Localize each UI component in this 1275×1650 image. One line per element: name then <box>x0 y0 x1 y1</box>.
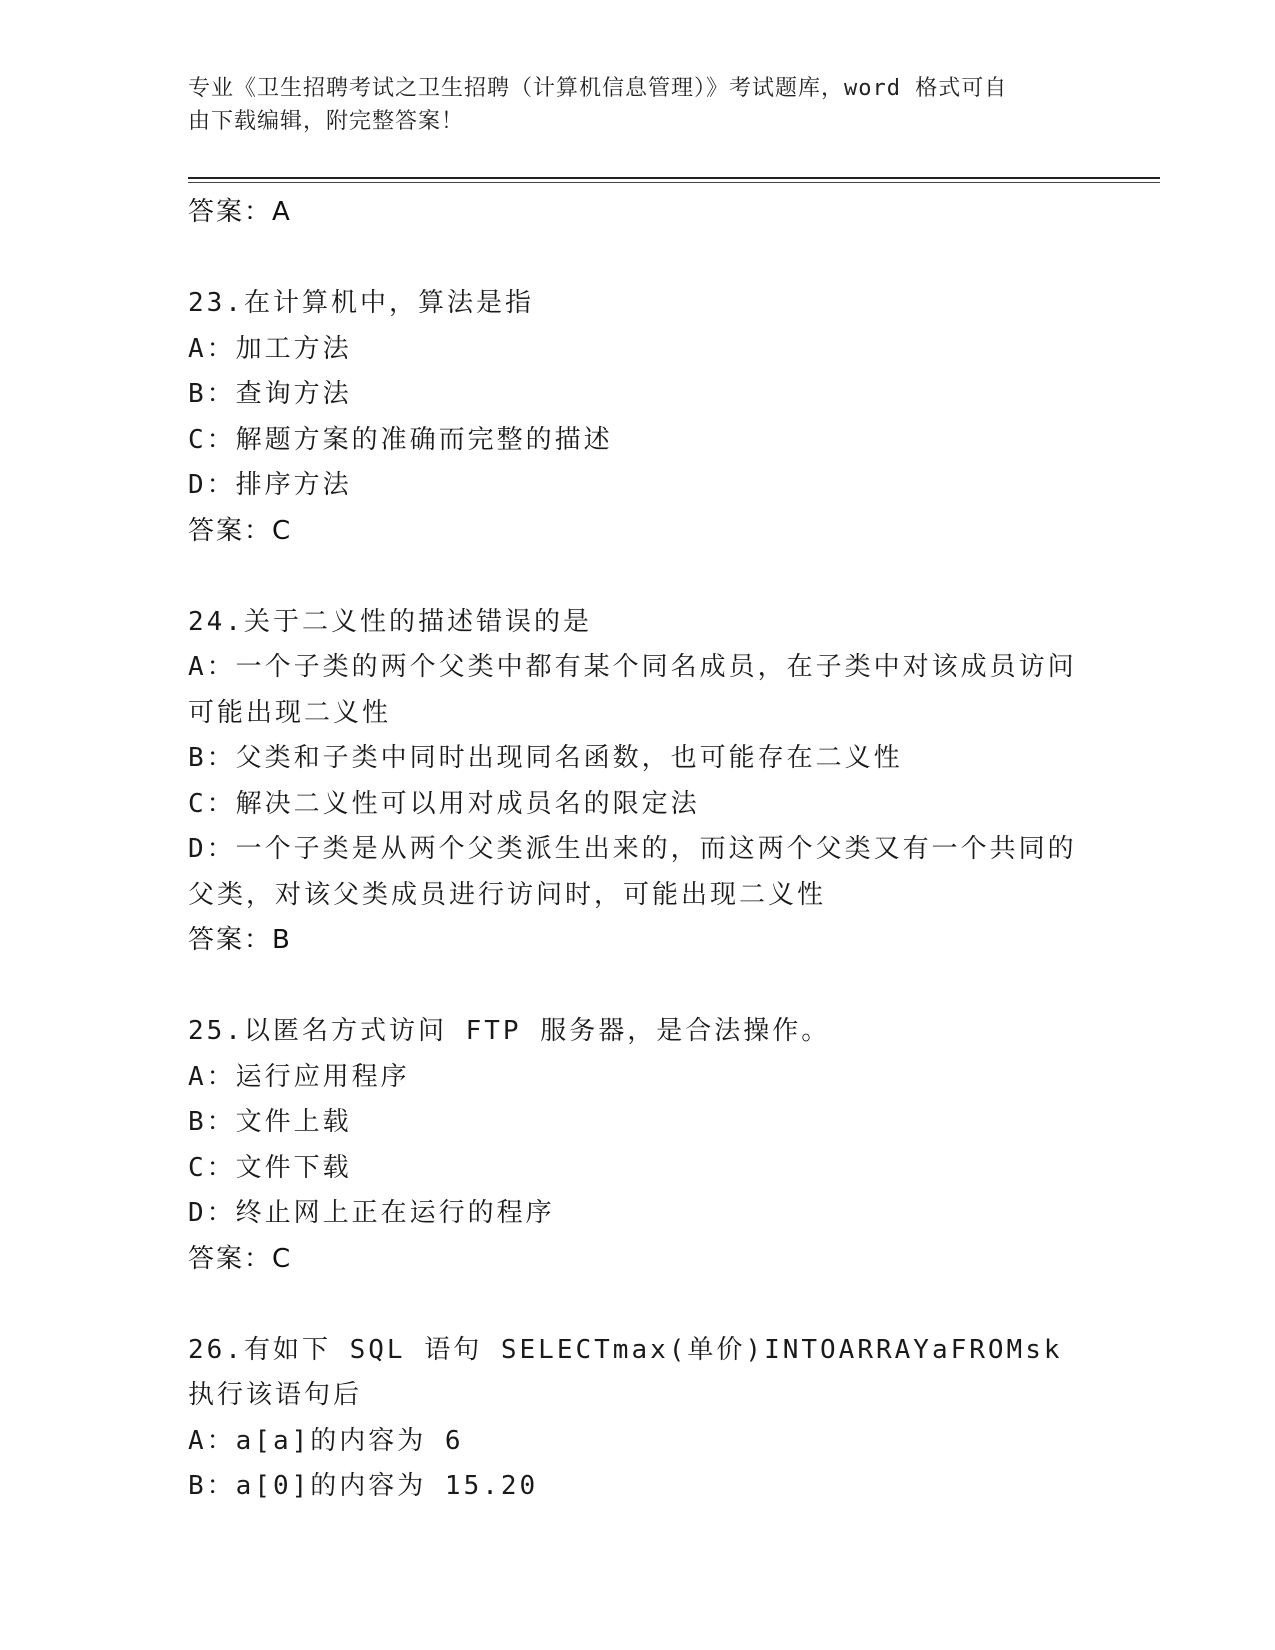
question-24 <box>188 600 1088 964</box>
option-d: D：排序方法 <box>188 470 352 500</box>
option-a: A：a[a]的内容为 6 <box>188 1425 464 1456</box>
option-c: C：文件下载 <box>188 1152 352 1183</box>
answer: 答案：B <box>188 925 292 955</box>
answer: 答案：C <box>188 515 293 546</box>
header-line-2: 由下载编辑，附完整答案！ <box>188 109 465 134</box>
option-a: A：加工方法 <box>188 333 352 364</box>
question-26 <box>188 1328 1088 1510</box>
document-header <box>188 72 1068 138</box>
answer: 答案：C <box>188 1243 293 1274</box>
option-b: B：父类和子类中同时出现同名函数，也可能存在二义性 <box>188 743 903 773</box>
header-rule-thick <box>188 177 1160 179</box>
option-b: B：查询方法 <box>188 379 352 409</box>
header-rule-thin <box>188 182 1160 183</box>
option-d-continued: 父类，对该父类成员进行访问时，可能出现二义性 <box>188 879 827 910</box>
answer-prev: 答案：A <box>188 197 292 227</box>
option-b: B：a[0]的内容为 15.20 <box>188 1471 539 1501</box>
question-25 <box>188 1009 1088 1282</box>
question-23 <box>188 281 1088 554</box>
option-b: B：文件上载 <box>188 1107 352 1137</box>
option-a: A：一个子类的两个父类中都有某个同名成员，在子类中对该成员访问 <box>188 652 1077 682</box>
option-d: D：一个子类是从两个父类派生出来的，而这两个父类又有一个共同的 <box>188 834 1077 864</box>
question-stem: 25.以匿名方式访问 FTP 服务器，是合法操作。 <box>188 1016 831 1046</box>
option-c: C：解决二义性可以用对成员名的限定法 <box>188 788 700 819</box>
question-stem: 26.有如下 SQL 语句 SELECTmax(单价)INTOARRAYaFROMsk 执行该语句后 <box>188 1334 1082 1410</box>
option-d: D：终止网上正在运行的程序 <box>188 1198 555 1228</box>
question-list <box>188 190 1088 1510</box>
option-a: A：运行应用程序 <box>188 1061 410 1092</box>
header-line-1: 专业《卫生招聘考试之卫生招聘（计算机信息管理）》考试题库，word 格式可自 <box>188 76 1008 101</box>
question-stem: 24.关于二义性的描述错误的是 <box>188 606 592 637</box>
option-a-continued: 可能出现二义性 <box>188 697 392 728</box>
question-stem: 23.在计算机中，算法是指 <box>188 288 534 318</box>
option-c: C：解题方案的准确而完整的描述 <box>188 424 613 455</box>
